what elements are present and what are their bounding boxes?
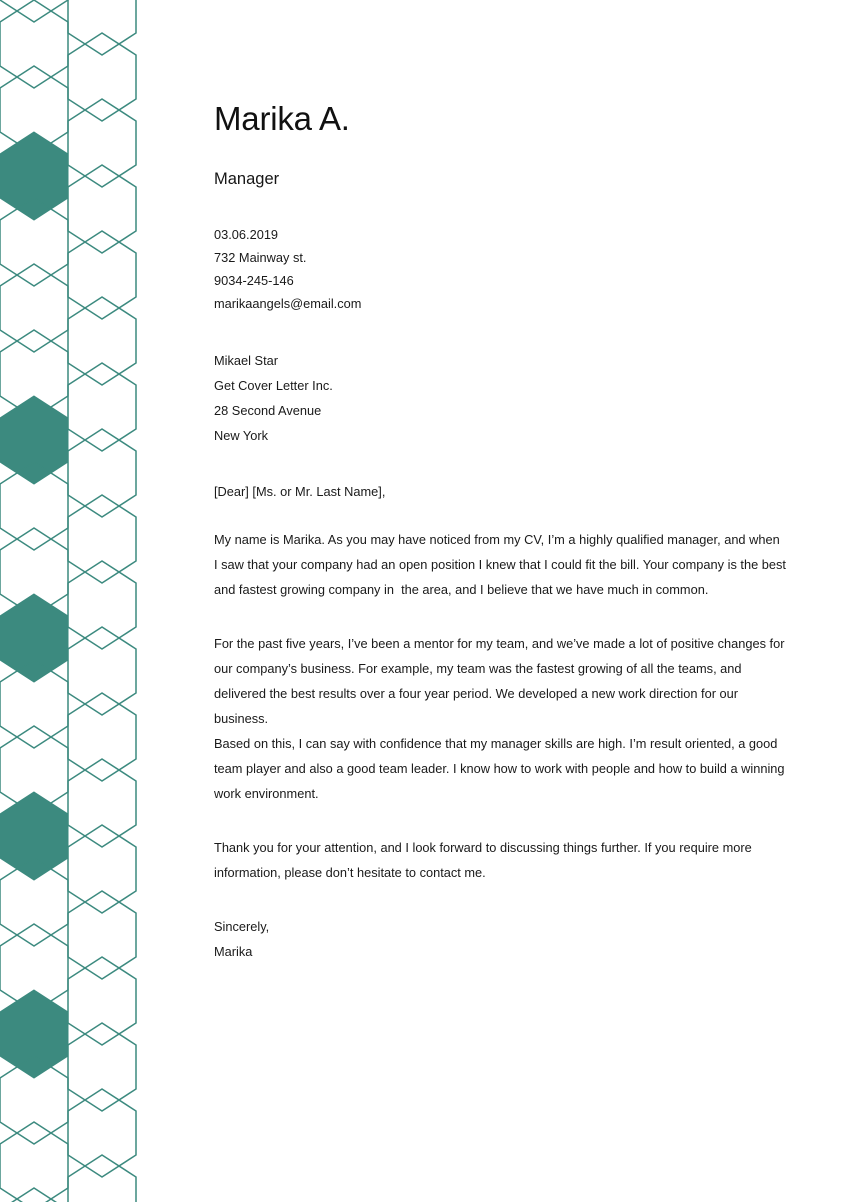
hexagon-outline <box>0 66 68 154</box>
hexagon-pattern-decoration <box>0 0 150 1202</box>
hexagon-outline <box>68 1089 136 1177</box>
hexagon-outline <box>68 627 136 715</box>
hexagon-outline <box>68 429 136 517</box>
hexagon-outline <box>0 0 68 22</box>
hexagon-outline <box>0 528 68 616</box>
hexagon-outline <box>68 825 136 913</box>
closing-salutation: Sincerely, <box>214 919 270 935</box>
sender-address: 732 Mainway st. <box>214 249 307 265</box>
body-paragraph-2: For the past five years, I’ve been a mentor for my team, and we’ve made a lot of positive changes for our company’s business. For example, my team was the fastest growing of all the teams, and delivered the best results over a four year period. We developed a new work direction for our business. <box>214 636 789 727</box>
closing-block <box>214 914 786 964</box>
hexagon-outline <box>0 726 68 814</box>
body-paragraph-1: My name is Marika. As you may have noticed from my CV, I’m a highly qualified manager, and when I saw that your company had an open position I knew that I could fit the bill. Your company is the best and fastest growing company in the area, and I believe that we have much in common. <box>214 532 790 598</box>
salutation: [Dear] [Ms. or Mr. Last Name], <box>214 483 386 499</box>
hexagon-outline <box>68 33 136 121</box>
hexagon-outline <box>68 99 136 187</box>
hexagon-outline <box>68 759 136 847</box>
cover-letter-body <box>214 0 790 964</box>
hexagon-outline <box>0 1122 68 1202</box>
recipient-company: Get Cover Letter Inc. <box>214 377 333 393</box>
recipient-city: New York <box>214 427 269 443</box>
hexagon-outline <box>68 165 136 253</box>
recipient-street: 28 Second Avenue <box>214 402 322 418</box>
hexagon-outline <box>68 693 136 781</box>
hexagon-outline <box>0 924 68 1012</box>
recipient-name: Mikael Star <box>214 352 279 368</box>
job-title: Manager <box>214 170 280 188</box>
hexagon-filled <box>0 132 68 220</box>
recipient-address-block <box>214 348 786 448</box>
body-paragraph-3: Based on this, I can say with confidence that my manager skills are high. I’m result oriented, a good team player and also a good team leader. I know how to work with people and how to build a winning work environment. <box>214 736 789 802</box>
signature-name: Marika <box>214 944 253 960</box>
hexagon-outline <box>0 660 68 748</box>
sender-date: 03.06.2019 <box>214 226 279 242</box>
hexagon-outline <box>0 264 68 352</box>
hexagon-filled <box>0 594 68 682</box>
hexagon-outline <box>68 957 136 1045</box>
hexagon-outline <box>68 1155 136 1202</box>
hexagon-outline <box>68 363 136 451</box>
hexagon-outline <box>68 297 136 385</box>
hexagon-outline <box>68 495 136 583</box>
hexagon-outline <box>68 891 136 979</box>
hexagon-outline <box>0 858 68 946</box>
hexagon-outline <box>0 1188 68 1202</box>
hexagon-outline <box>0 330 68 418</box>
hexagon-outline <box>0 462 68 550</box>
body-paragraph-4: Thank you for your attention, and I look forward to discussing things further. If you require more information, please don’t hesitate to contact me. <box>214 840 756 881</box>
hexagon-filled <box>0 396 68 484</box>
hexagon-outline <box>68 0 136 55</box>
sender-email: marikaangels@email.com <box>214 296 362 312</box>
sender-contact-block <box>214 223 786 316</box>
hexagon-outline <box>68 1023 136 1111</box>
hexagon-outline <box>0 1056 68 1144</box>
hexagon-filled <box>0 990 68 1078</box>
sender-phone: 9034-245-146 <box>214 273 294 289</box>
hexagon-filled <box>0 792 68 880</box>
hexagon-outline <box>68 561 136 649</box>
hexagon-outline <box>0 0 68 88</box>
page-title: Marika A. <box>214 100 350 137</box>
hexagon-outline <box>68 231 136 319</box>
hexagon-outline <box>0 198 68 286</box>
